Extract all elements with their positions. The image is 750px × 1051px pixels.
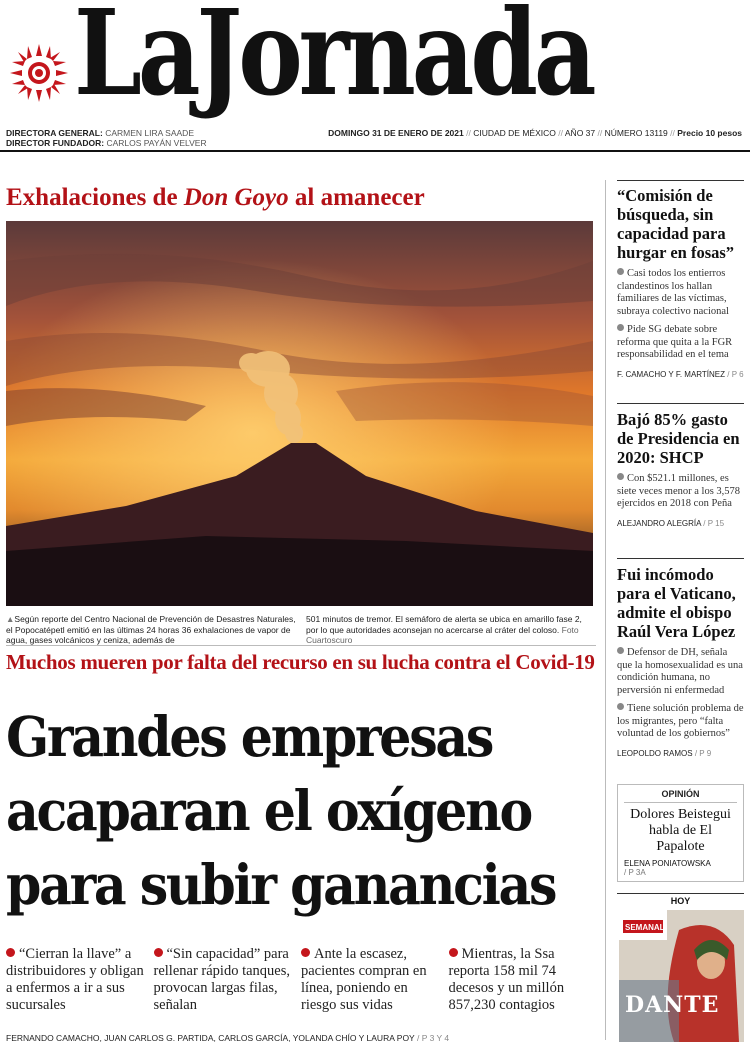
photo-credit: Foto Cuartoscuro (306, 624, 579, 645)
bullet-dot-icon (617, 647, 624, 654)
cover-title: DANTE (625, 992, 720, 1018)
side-rule (617, 558, 744, 559)
opinion-author: ELENA PONIATOWSKA (624, 859, 711, 868)
bullet-dot-icon (617, 268, 624, 275)
hoy-label: HOY (617, 893, 744, 906)
opinion-label: OPINIÓN (624, 789, 737, 803)
price: Precio 10 pesos (677, 128, 742, 138)
main-bullet: Mientras, la Ssa reporta 158 mil 74 decesos y un millón 857,230 contagios (448, 946, 565, 1013)
volcano-image (6, 221, 593, 606)
main-headline[interactable]: Grandes empresas acaparan el oxígeno para subir ganancias (6, 704, 556, 917)
side-rule (617, 403, 744, 404)
dateline: DOMINGO 31 DE ENERO DE 2021 // CIUDAD DE MÉXICO // AÑO 37 // NÚMERO 13119 // Precio 10 pesos (328, 128, 742, 138)
main-bullet: “Cierran la llave” a distribuidores y obligan a enfermos a ir a sus sucursales (6, 946, 144, 1013)
semanal-cover[interactable] (619, 910, 744, 1042)
side-byline: LEOPOLDO RAMOS / P 9 (617, 748, 712, 758)
bullet-dot-icon (6, 948, 15, 957)
side-rule (617, 180, 744, 181)
main-kicker[interactable]: Muchos mueren por falta del recurso en su lucha contra el Covid-19 (6, 650, 595, 674)
side-story-2[interactable]: Bajó 85% gasto de Presidencia en 2020: SHCP Con $521.1 millones, es siete veces menor a los 3,578 ejercidos en 2018 con Peña ALEJANDRO ALEGRÍA / P 15 (617, 410, 744, 528)
main-bullets (6, 946, 596, 1014)
opinion-box[interactable]: OPINIÓN Dolores Beistegui habla de El Papalote ELENA PONIATOWSKA / P 3A (617, 784, 744, 882)
photo-caption-right: 501 minutos de tremor. El semáforo de alerta se ubica en amarillo fase 2, por lo que autoridades aconsejan no acercarse al cráter del coloso. Foto Cuartoscuro (306, 614, 582, 645)
divider (6, 645, 596, 646)
sun-logo-icon (8, 42, 70, 104)
side-headline[interactable]: Fui incómodo para el Vaticano, admite el obispo Raúl Vera López (617, 565, 736, 641)
bullet-dot-icon (301, 948, 310, 957)
side-byline: ALEJANDRO ALEGRÍA / P 15 (617, 518, 725, 528)
side-story-3[interactable]: Fui incómodo para el Vaticano, admite el obispo Raúl Vera López Defensor de DH, señala que la homosexualidad es una condición humana, no perversión ni enfermedad Tiene solución problema de los migrantes, pero “falta voluntad de los gobiernos” LEOPOLDO RAMOS / P 9 (617, 565, 744, 758)
masthead-rule (0, 150, 750, 152)
bullet-dot-icon (154, 948, 163, 957)
newspaper-logo[interactable]: LaJornada (74, 0, 593, 122)
semanal-title: SEMANAL (625, 923, 665, 932)
bullet-dot-icon (617, 703, 624, 710)
main-bullet: “Sin capacidad” para rellenar rápido tanques, provocan largas filas, señalan (153, 946, 290, 1013)
volcano-photo[interactable] (6, 221, 593, 606)
side-headline[interactable]: Bajó 85% gasto de Presidencia en 2020: SHCP (617, 410, 740, 467)
main-byline: FERNANDO CAMACHO, JUAN CARLOS G. PARTIDA, CARLOS GARCÍA, YOLANDA CHÍO Y LAURA POY / P 3 Y 4 (6, 1033, 450, 1043)
side-byline: F. CAMACHO Y F. MARTÍNEZ / P 6 (617, 369, 744, 379)
bullet-dot-icon (449, 948, 458, 957)
column-rule (605, 180, 606, 1040)
photo-caption-left: ▲Según reporte del Centro Nacional de Prevención de Desastres Naturales, el Popocatépetl emitió en las últimas 24 horas 36 exhalaciones de vapor de agua, gases volcánicos y ceniza, además de (6, 614, 296, 645)
bullet-dot-icon (617, 473, 624, 480)
side-headline[interactable]: “Comisión de búsqueda, sin capacidad para hurgar en fosas” (617, 186, 735, 262)
bullet-dot-icon (617, 324, 624, 331)
staff-credits: DIRECTORA GENERAL: CARMEN LIRA SAADE DIRECTOR FUNDADOR: CARLOS PAYÁN VELVER (6, 128, 207, 148)
issue-date: DOMINGO 31 DE ENERO DE 2021 (328, 128, 464, 138)
side-story-1[interactable]: “Comisión de búsqueda, sin capacidad para hurgar en fosas” Casi todos los entierros clandestinos los hallan familiares de las víctimas, subraya colectivo nacional Pide SG debate sobre reforma que quita a la FGR responsabilidad en el tema F. CAMACHO Y F. MARTÍNEZ / P 6 (617, 186, 744, 379)
masthead (0, 0, 750, 125)
opinion-title[interactable]: Dolores Beistegui habla de El Papalote (630, 807, 731, 854)
main-bullet: Ante la escasez, pacientes compran en línea, poniendo en riesgo sus vidas (301, 946, 427, 1013)
lead-headline[interactable]: Exhalaciones de Don Goyo al amanecer (6, 184, 425, 211)
